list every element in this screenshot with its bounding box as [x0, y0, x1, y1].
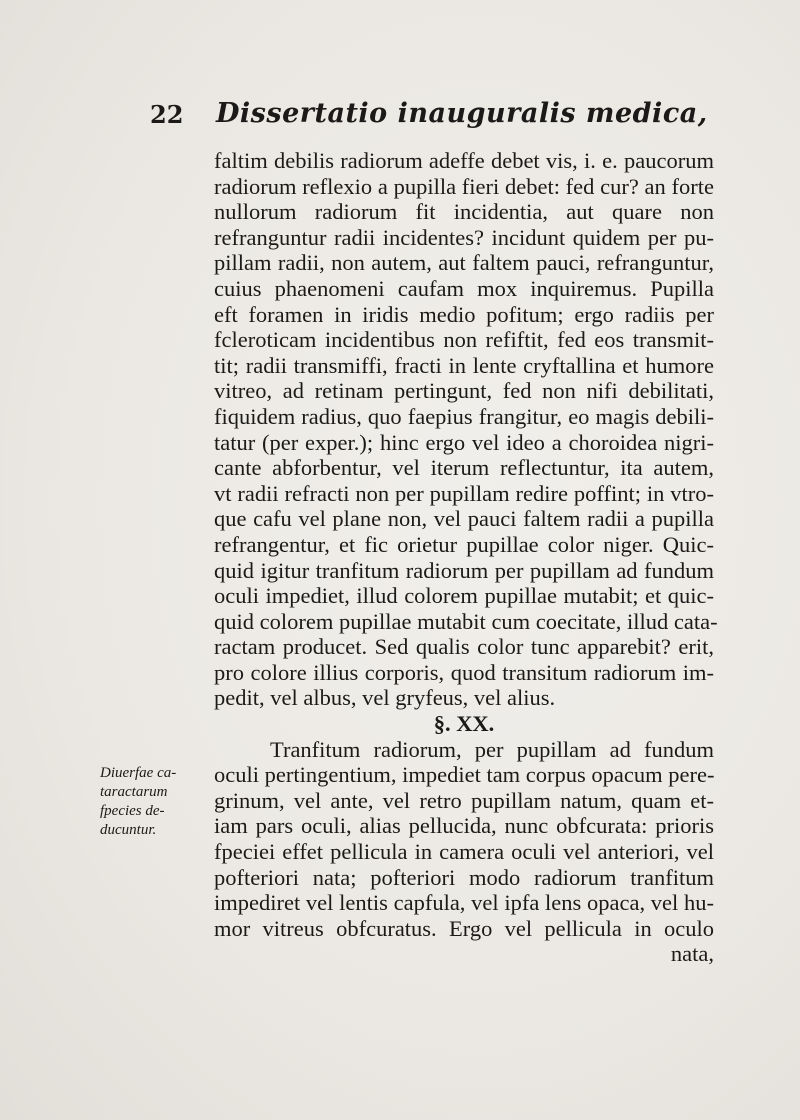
text-line: radiorum reflexio a pupilla fieri debet: fed cur? an forte — [214, 173, 714, 199]
margin-note-line: Diuerfae ca- — [100, 765, 177, 781]
margin-note — [100, 764, 220, 840]
running-title: Dissertatio inauguralis medica, — [216, 98, 708, 129]
text-line: fcleroticam incidentibus non refiftit, fed eos transmit- — [214, 327, 714, 353]
text-line: que cafu vel plane non, vel pauci faltem radii a pupilla — [214, 506, 714, 532]
section-heading: §. XX. — [433, 711, 495, 737]
text-line: eft foramen in iridis medio pofitum; ergo radiis per — [214, 301, 714, 327]
text-line: pofteriori nata; pofteriori modo radiorum tranfitum — [214, 864, 714, 890]
margin-note-line: fpecies de- — [100, 803, 165, 819]
text-line: pro colore illius corporis, quod transitum radiorum im- — [214, 659, 714, 685]
text-line: iam pars oculi, alias pellucida, nunc obfcurata: prioris — [214, 813, 714, 839]
text-line: grinum, vel ante, vel retro pupillam natum, quam et- — [214, 787, 714, 813]
text-line: quid igitur tranfitum radiorum per pupillam ad fundum — [214, 557, 714, 583]
text-line: nullorum radiorum fit incidentia, aut quare non — [214, 199, 714, 225]
text-line: vitreo, ad retinam pertingunt, fed non nifi debilitati, — [214, 378, 714, 404]
text-line: cante abforbentur, vel iterum reflectuntur, ita autem, — [214, 455, 714, 481]
text-line: oculi pertingentium, impediet tam corpus opacum pere- — [214, 762, 715, 788]
catchword: nata, — [670, 941, 714, 967]
text-line: ractam producet. Sed qualis color tunc apparebit? erit, — [214, 634, 714, 660]
text-line: Tranfitum radiorum, per pupillam ad fundum — [270, 736, 714, 762]
text-line: faltim debilis radiorum adeffe debet vis, i. e. paucorum — [214, 148, 714, 173]
page-header — [150, 100, 710, 140]
margin-note-line: ducuntur. — [100, 822, 157, 838]
text-line: vt radii refracti non per pupillam redire poffint; in vtro- — [214, 480, 714, 506]
text-line: refrangentur, et fic orietur pupillae color niger. Quic- — [214, 531, 714, 557]
text-line: pillam radii, non autem, aut faltem pauci, refranguntur, — [214, 250, 714, 276]
text-line: cuius phaenomeni caufam mox inquiremus. Pupilla — [214, 275, 714, 301]
margin-note-line: taractarum — [100, 784, 168, 800]
text-line: quid colorem pupillae mutabit cum coecitate, illud cata- — [214, 608, 718, 634]
text-line: refranguntur radii incidentes? incidunt quidem per pu- — [214, 224, 714, 250]
text-line: impediret vel lentis capfula, vel ipfa lens opaca, vel hu- — [214, 890, 714, 916]
text-line: mor vitreus obfcuratus. Ergo vel pellicula in oculo — [214, 915, 714, 941]
text-line: fpeciei effet pellicula in camera oculi vel anteriori, vel — [214, 839, 714, 865]
text-line: tatur (per exper.); hinc ergo vel ideo a choroidea nigri- — [214, 429, 714, 455]
text-line: tit; radii transmiffi, fracti in lente cryftallina et humore — [214, 352, 714, 378]
text-line: pedit, vel albus, vel gryfeus, vel alius. — [214, 685, 556, 711]
text-line: oculi impediet, illud colorem pupillae mutabit; et quic- — [214, 583, 714, 609]
page-number: 22 — [150, 100, 184, 129]
text-line: fiquidem radius, quo faepius frangitur, eo magis debili- — [214, 403, 714, 429]
body-text — [214, 148, 718, 967]
